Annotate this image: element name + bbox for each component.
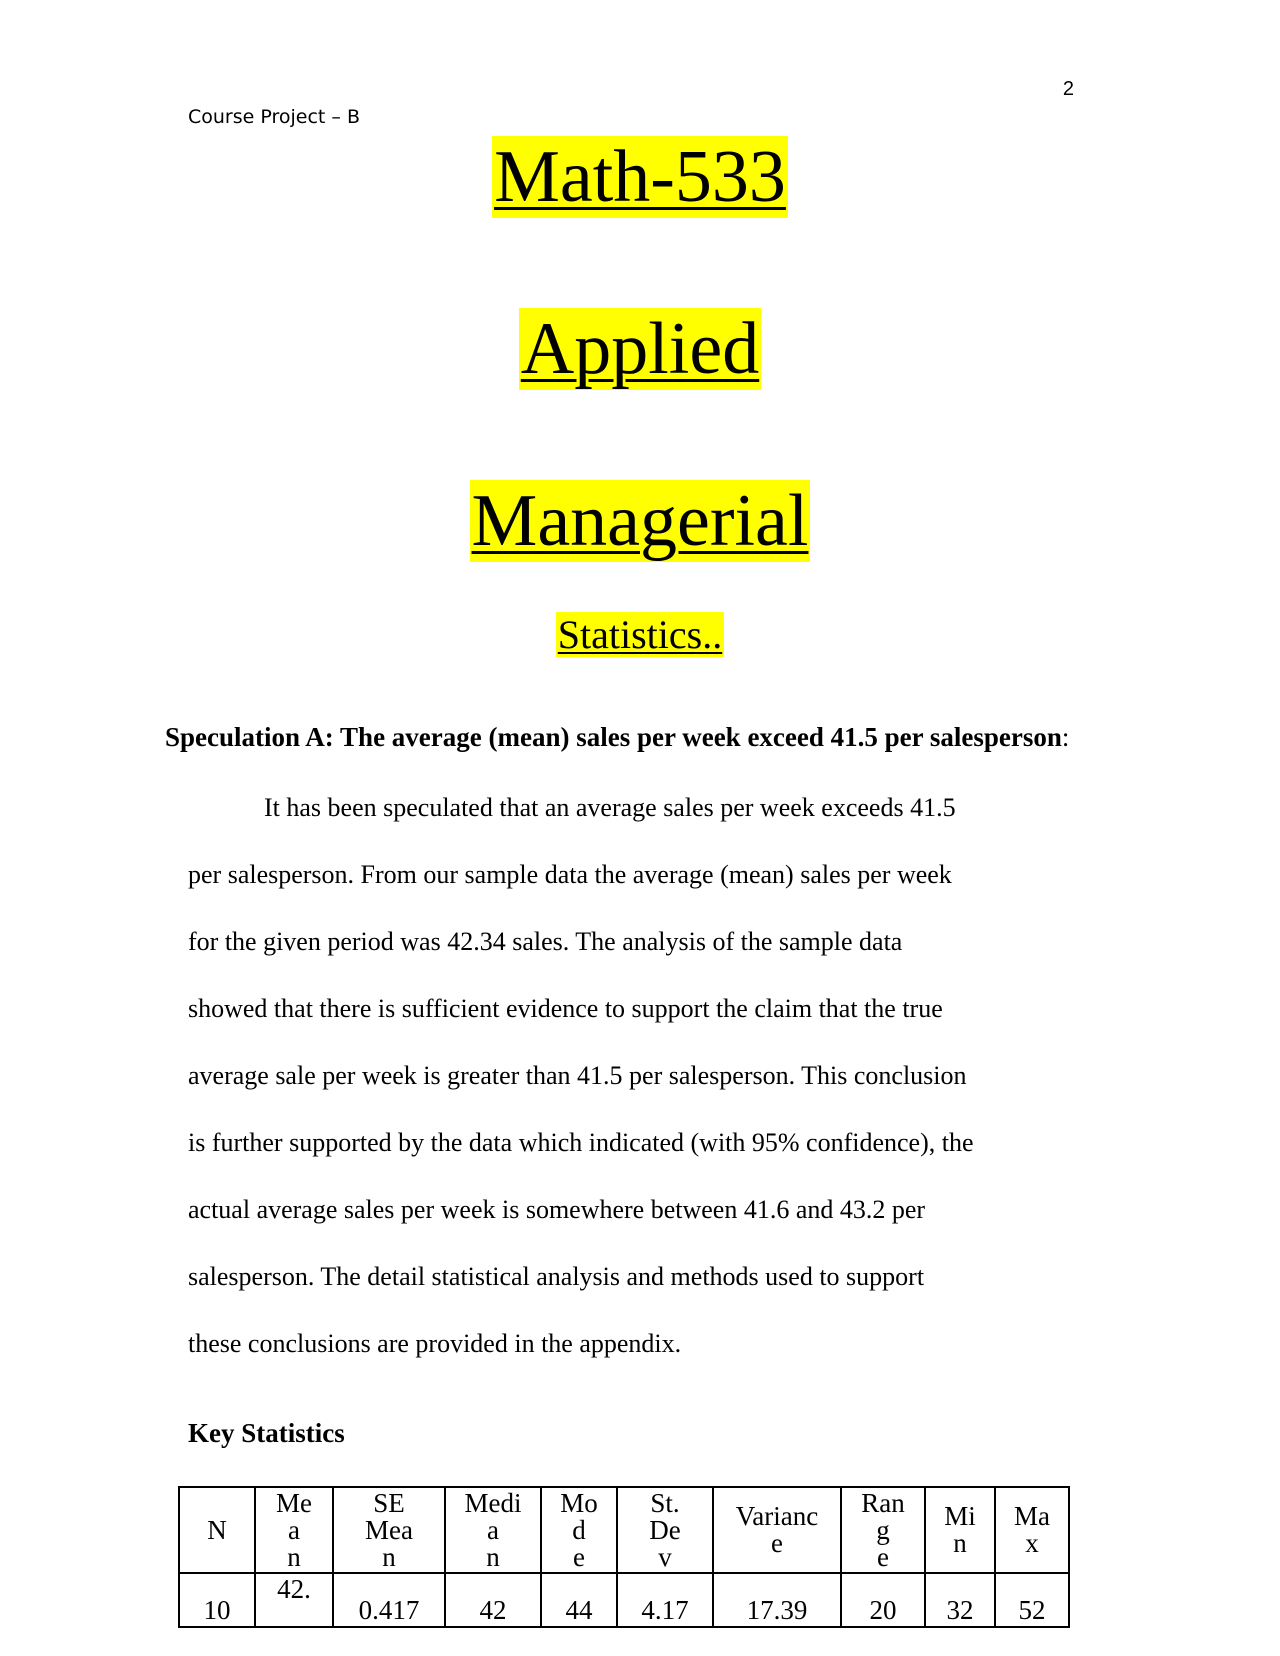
header-label: N bbox=[207, 1514, 227, 1545]
title-line-3 bbox=[0, 476, 1280, 566]
speculation-paragraph bbox=[188, 790, 1088, 1393]
value-cell: 20 bbox=[841, 1573, 925, 1627]
paragraph-line: average sale per week is greater than 41.5 per salesperson. This conclusion bbox=[188, 1061, 967, 1090]
running-head: Course Project – B bbox=[188, 106, 360, 128]
paragraph-line: It has been speculated that an average sales per week exceeds 41.5 bbox=[264, 793, 956, 822]
speculation-heading bbox=[165, 722, 1069, 753]
header-label: Mo d e bbox=[560, 1487, 598, 1572]
value-cell: 10 bbox=[179, 1573, 255, 1627]
value-cell: 44 bbox=[541, 1573, 617, 1627]
header-label: SE Mea n bbox=[365, 1487, 413, 1572]
value-cell: 42. bbox=[255, 1573, 333, 1627]
header-label: Medi a n bbox=[464, 1487, 522, 1572]
header-label: St. De v bbox=[649, 1487, 681, 1572]
paragraph-line: showed that there is sufficient evidence to support the claim that the true bbox=[188, 994, 943, 1023]
header-cell bbox=[713, 1487, 841, 1573]
value-cell: 4.17 bbox=[617, 1573, 713, 1627]
title-line-1 bbox=[0, 132, 1280, 222]
header-label: Mi n bbox=[944, 1501, 976, 1558]
title-text-4: Statistics.. bbox=[557, 612, 723, 657]
header-label: Ma x bbox=[1014, 1501, 1050, 1558]
paragraph-line: actual average sales per week is somewhere between 41.6 and 43.2 per bbox=[188, 1195, 926, 1224]
key-statistics-heading: Key Statistics bbox=[188, 1418, 345, 1448]
paragraph-line: per salesperson. From our sample data the average (mean) sales per week bbox=[188, 860, 952, 889]
speculation-heading-bold: Speculation A: The average (mean) sales per week exceed 41.5 per salesperson bbox=[165, 722, 1062, 752]
paragraph-line: salesperson. The detail statistical analysis and methods used to support bbox=[188, 1262, 925, 1291]
title-text-2: Applied bbox=[520, 308, 760, 390]
header-cell bbox=[255, 1487, 333, 1573]
paragraph-line: these conclusions are provided in the appendix. bbox=[188, 1329, 682, 1358]
header-label: Ran g e bbox=[861, 1487, 905, 1572]
title-line-4 bbox=[0, 608, 1280, 662]
key-statistics-table bbox=[178, 1486, 1070, 1628]
title-text-1: Math-533 bbox=[494, 136, 786, 218]
page-number: 2 bbox=[1062, 78, 1074, 100]
table-row bbox=[179, 1573, 1069, 1627]
value-cell: 32 bbox=[925, 1573, 995, 1627]
value-cell: 0.417 bbox=[333, 1573, 445, 1627]
header-cell bbox=[541, 1487, 617, 1573]
header-cell bbox=[841, 1487, 925, 1573]
value-cell: 52 bbox=[995, 1573, 1069, 1627]
speculation-heading-colon: : bbox=[1061, 722, 1070, 752]
title-text-3: Managerial bbox=[471, 480, 809, 562]
value-cell: 42 bbox=[445, 1573, 541, 1627]
title-line-2 bbox=[0, 304, 1280, 394]
header-cell bbox=[995, 1487, 1069, 1573]
header-label: Varianc e bbox=[735, 1501, 819, 1558]
header-cell bbox=[445, 1487, 541, 1573]
table-header-row bbox=[179, 1487, 1069, 1573]
header-cell bbox=[333, 1487, 445, 1573]
header-cell bbox=[617, 1487, 713, 1573]
paragraph-line: is further supported by the data which indicated (with 95% confidence), the bbox=[188, 1128, 974, 1157]
header-cell bbox=[179, 1487, 255, 1573]
paragraph-line: for the given period was 42.34 sales. The analysis of the sample data bbox=[188, 927, 903, 956]
header-label: Me a n bbox=[276, 1487, 312, 1572]
value-cell: 17.39 bbox=[713, 1573, 841, 1627]
header-cell bbox=[925, 1487, 995, 1573]
